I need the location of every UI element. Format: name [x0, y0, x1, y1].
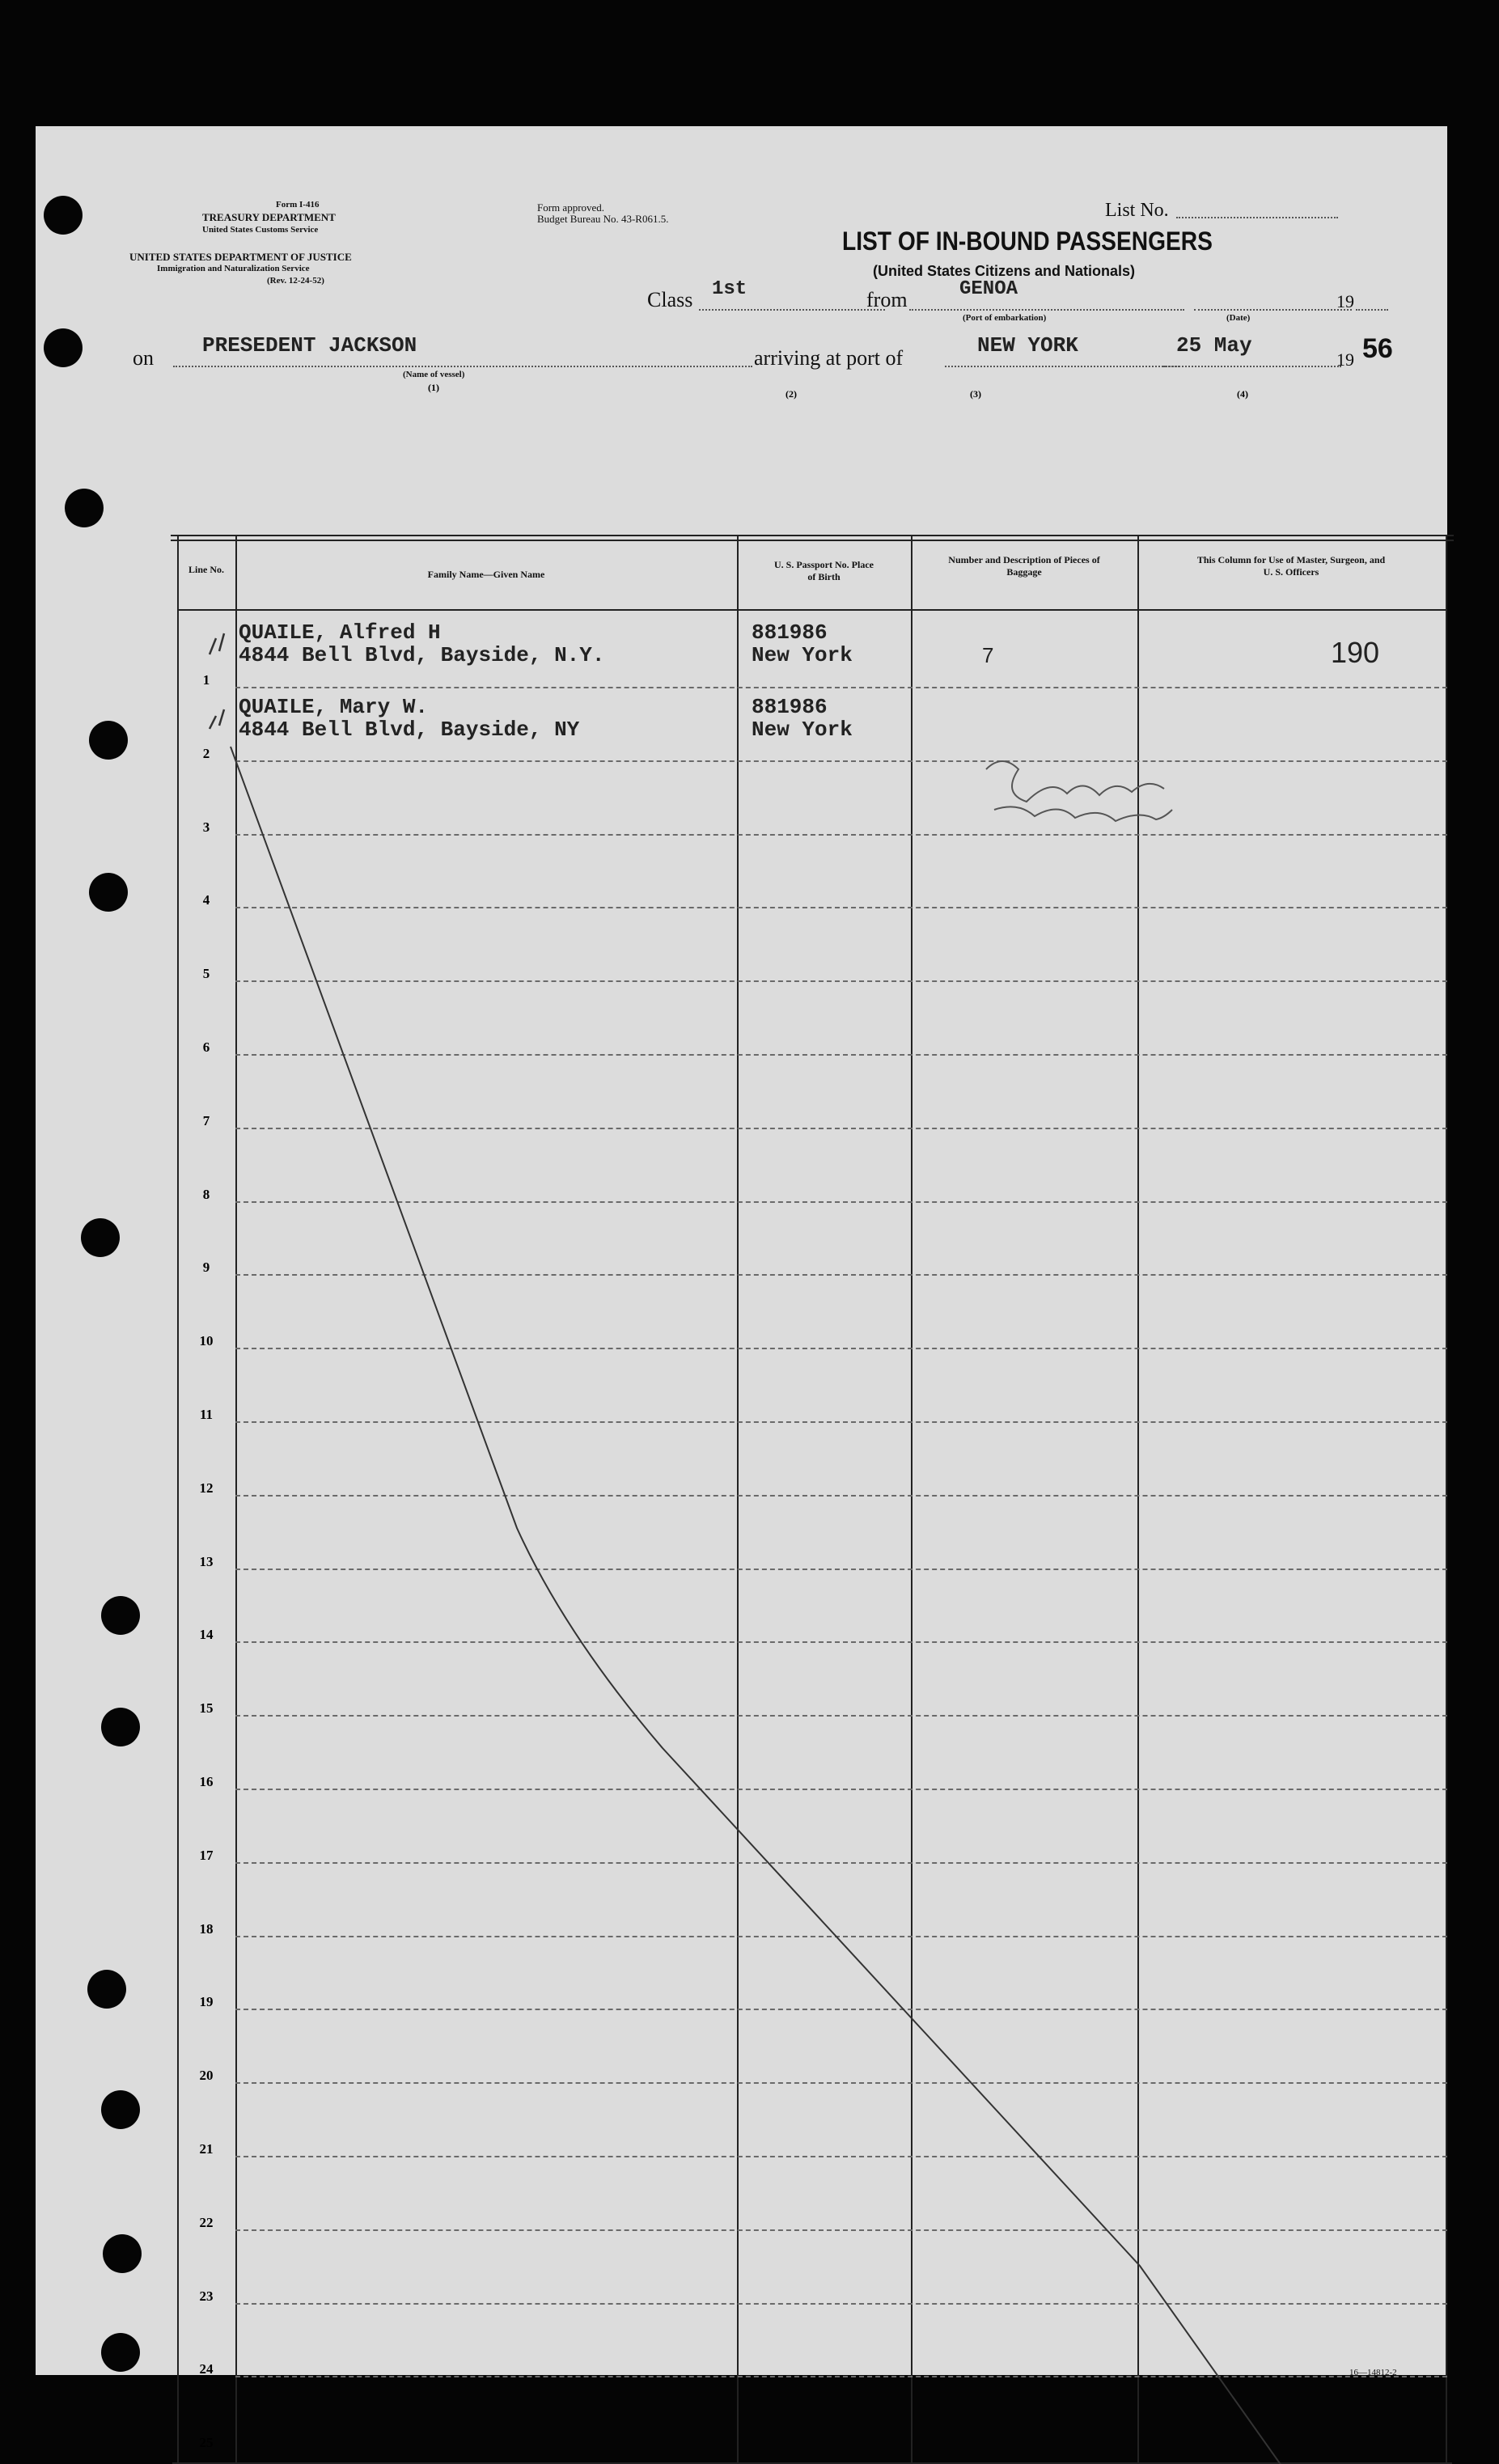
passenger-name: QUAILE, Mary W.: [239, 695, 429, 719]
header-passport: U. S. Passport No. Place of Birth: [774, 559, 874, 582]
line-number: 22: [199, 2214, 214, 2230]
year-value: 56: [1362, 333, 1393, 364]
line-number: 16: [199, 1774, 214, 1789]
passport-number: 881986: [752, 695, 828, 719]
binder-hole: [103, 2234, 142, 2273]
passenger-table: [177, 535, 1447, 2464]
binder-hole: [81, 1218, 120, 1257]
line-number: 3: [202, 819, 210, 835]
baggage-count: 7: [982, 643, 994, 667]
line-number: 19: [199, 1994, 214, 2010]
customs-label: United States Customs Service: [202, 225, 319, 235]
port-value: NEW YORK: [977, 333, 1078, 358]
document-page: [36, 126, 1447, 2451]
vessel-field: [173, 366, 752, 367]
line-number: 5: [202, 966, 210, 982]
port-field: [945, 366, 1179, 367]
column-number-2: (2): [785, 388, 797, 400]
line-number: 4: [202, 892, 210, 908]
line-number: 8: [202, 1186, 210, 1202]
cancellation-line: [231, 747, 1285, 2464]
line-number: 14: [199, 1627, 214, 1643]
header-officers: This Column for Use of Master, Surgeon, and U. S. Officers: [1196, 554, 1386, 578]
passenger-address: 4844 Bell Blvd, Bayside, N.Y.: [239, 643, 605, 667]
line-number: 10: [199, 1333, 214, 1349]
from-value: GENOA: [959, 278, 1018, 300]
binder-hole: [89, 721, 128, 760]
line-number: 1: [202, 672, 210, 688]
date-value: 25 May: [1176, 333, 1252, 358]
binder-hole: [65, 489, 104, 527]
column-number-3: (3): [970, 388, 981, 400]
line-number: 24: [199, 2361, 214, 2377]
handwritten-markings: [177, 535, 1447, 2464]
print-code: 16—14812-2: [1349, 2368, 1397, 2377]
class-field: [699, 309, 885, 311]
line-number: 21: [199, 2141, 214, 2157]
column-number-1: (1): [428, 382, 439, 393]
line-number: 20: [199, 2068, 214, 2084]
officer-note: 190: [1331, 636, 1380, 669]
from-label: from: [866, 288, 908, 311]
inspector-signature: [986, 761, 1172, 821]
line-number: 11: [199, 1407, 214, 1422]
budget-bureau-label: Budget Bureau No. 43-R061.5.: [537, 213, 669, 225]
birthplace: New York: [752, 718, 853, 742]
line-number: 18: [199, 1920, 214, 1937]
line-number: 9: [202, 1260, 210, 1276]
binder-hole: [44, 196, 83, 235]
list-no-field: [1176, 217, 1338, 218]
column-number-4: (4): [1237, 388, 1248, 400]
line-number: 7: [202, 1112, 210, 1128]
arriving-label: arriving at port of: [754, 346, 904, 370]
page-title: LIST OF IN-BOUND PASSENGERS: [842, 227, 1213, 256]
binder-hole: [101, 1708, 140, 1746]
line-number: 25: [199, 2435, 214, 2451]
year-prefix-top: 19: [1336, 291, 1354, 311]
form-approved-label: Form approved.: [537, 201, 605, 214]
list-no-label: List No.: [1105, 200, 1169, 221]
line-number: 17: [199, 1847, 214, 1863]
passenger-name: QUAILE, Alfred H: [239, 620, 441, 645]
port-caption: (Port of embarkation): [963, 313, 1047, 323]
binder-hole: [44, 328, 83, 367]
header-name: Family Name—Given Name: [427, 569, 545, 580]
line-number: 23: [199, 2288, 214, 2304]
check-mark: [210, 633, 224, 654]
year-field-top: [1356, 309, 1388, 311]
passport-number: 881986: [752, 620, 828, 645]
birthplace: New York: [752, 643, 853, 667]
binder-hole: [87, 1970, 126, 2009]
binder-hole: [101, 1596, 140, 1635]
vessel-value: PRESEDENT JACKSON: [202, 333, 417, 358]
vessel-caption: (Name of vessel): [403, 370, 465, 379]
on-label: on: [133, 346, 154, 370]
ins-label: Immigration and Naturalization Service: [157, 264, 310, 273]
binder-hole: [89, 873, 128, 912]
line-number: 2: [202, 745, 210, 761]
page-subtitle: (United States Citizens and Nationals): [873, 263, 1136, 279]
class-label: Class: [647, 288, 693, 311]
year-prefix: 19: [1336, 349, 1354, 370]
binder-hole: [101, 2333, 140, 2372]
date-field-top: [1194, 309, 1352, 311]
passenger-address: 4844 Bell Blvd, Bayside, NY: [239, 718, 580, 742]
header-baggage: Number and Description of Pieces of Baggage: [948, 554, 1100, 578]
header-line-no: Line No.: [188, 564, 224, 575]
revision-label: (Rev. 12-24-52): [267, 276, 324, 286]
binder-hole: [101, 2090, 140, 2129]
treasury-label: TREASURY DEPARTMENT: [202, 211, 336, 223]
date-caption: (Date): [1226, 313, 1251, 323]
line-number: 6: [202, 1039, 210, 1055]
line-number: 13: [199, 1553, 214, 1569]
from-field: [909, 309, 1184, 311]
line-number: 15: [199, 1700, 214, 1717]
date-field: [1163, 366, 1341, 367]
justice-label: UNITED STATES DEPARTMENT OF JUSTICE: [129, 251, 352, 263]
class-value: 1st: [712, 278, 747, 300]
check-mark: [210, 709, 224, 729]
form-number: Form I-416: [276, 200, 320, 210]
line-number: 12: [199, 1480, 214, 1496]
